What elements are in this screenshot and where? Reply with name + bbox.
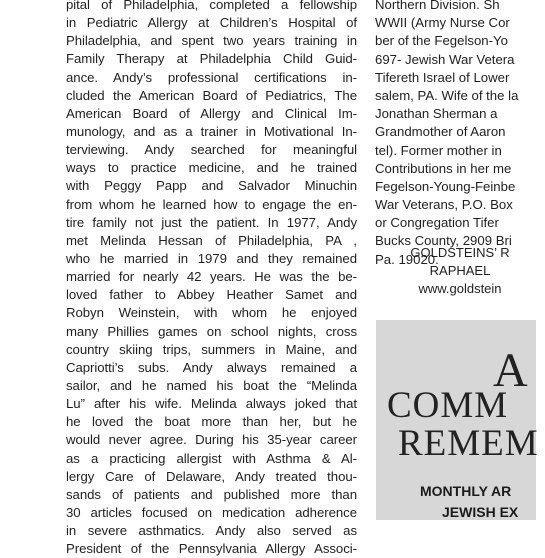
obituary-right-line: WWII (Army Nurse Cor	[375, 15, 510, 31]
obituary-left-line: in Pediatric Allergy at Children’s Hospital of	[66, 15, 357, 31]
obituary-left-line: cluded the American Board of Pediatrics, The	[66, 87, 357, 103]
obituary-right-line: or Congregation Tifer	[375, 215, 499, 231]
obituary-left-line: terviewing. Andy searched for meaningful	[66, 142, 357, 158]
obituary-left-line: ways to practice medicine, and he trained	[66, 160, 357, 176]
obituary-left-line: Philadelphia, and spent two years training in	[66, 33, 357, 49]
obituary-left-line: loved father to Abbey Heather Samet and	[66, 287, 357, 303]
obituary-left-line: tire family not just the patient. In 1977, Andy	[66, 214, 357, 230]
obituary-column-right	[375, 0, 545, 269]
obituary-left-line: President of the Pennsylvania Allergy Associ-	[66, 541, 357, 557]
obituary-left-line: American Board of Allergy and Clinical Im-	[66, 105, 357, 121]
obituary-left-line: sailor, and he named his boat the “Melinda	[66, 377, 357, 393]
ad-headline-remember: REMEM	[398, 423, 539, 464]
obituary-left-line: met Melinda Hessan of Philadelphia, PA ,	[66, 232, 357, 248]
obituary-left-line: sands of patients and published more than	[66, 486, 357, 502]
obituary-left-line: who he married in 1979 and they remained	[66, 250, 357, 266]
obituary-right-line: tel). Former mother in	[375, 142, 502, 158]
community-advertisement	[376, 320, 539, 520]
funeral-home-name: GOLDSTEINS’ R	[410, 245, 510, 260]
obituary-left-line: would never agree. During his 35-year career	[66, 432, 357, 448]
obituary-right-line: Bucks County, 2909 Bri	[375, 233, 512, 249]
ad-subline-jewish: JEWISH EX	[442, 504, 519, 520]
obituary-left-line: munology, and as a trainer in Motivational In-	[66, 123, 357, 139]
obituary-left-line: he loved the boat more than her, but he	[66, 414, 357, 430]
obituary-right-line: ber of the Fegelson-Yo	[375, 33, 508, 49]
obituary-left-line: with Peggy Papp and Salvador Minuchin	[66, 178, 357, 194]
obituary-left-line: lergy Care of Delaware, Andy treated thou-	[66, 468, 357, 484]
ad-subline-monthly: MONTHLY AR	[420, 483, 512, 499]
obituary-left-line: married for nearly 42 years. He was the be-	[66, 269, 357, 285]
ad-headline-a: A	[493, 344, 528, 397]
obituary-right-line: Grandmother of Aaron	[375, 124, 506, 140]
funeral-home-subname: RAPHAEL	[429, 263, 491, 278]
obituary-left-line: country skiing trips, summers in Maine, and	[66, 341, 357, 357]
ad-headline-community: COMM	[387, 385, 509, 426]
obituary-left-line: as a practicing allergist with Asthma & Al-	[66, 450, 357, 466]
obituary-left-line: from whom he learned how to engage the en-	[66, 196, 357, 212]
obituary-right-line: salem, PA. Wife of the la	[375, 87, 519, 103]
obituary-right-line: Jonathan Sherman a	[375, 106, 498, 122]
obituary-left-line: ance. Andy’s professional certifications in-	[66, 69, 357, 85]
obituary-right-line: Contributions in her me	[375, 160, 512, 176]
obituary-column-left	[66, 0, 357, 558]
obituary-right-line: Pa. 19020.	[375, 251, 439, 267]
obituary-left-line: in severe asthmatics. Andy also served as	[66, 523, 357, 539]
obituary-right-line: Northern Division. Sh	[375, 0, 500, 12]
obituary-left-line: pital of Philadelphia, completed a fellowship	[66, 0, 357, 12]
obituary-left-line: 30 articles focused on medication adherence	[66, 504, 357, 520]
obituary-left-line: Lu” after his wife. Melinda always joked that	[66, 396, 357, 412]
obituary-right-line: 697- Jewish War Vetera	[375, 51, 515, 67]
obituary-right-line: War Veterans, P.O. Box	[375, 197, 513, 213]
obituary-right-line: Tifereth Israel of Lower	[375, 69, 510, 85]
obituary-left-line: Family Therapy at Philadelphia Child Guid-	[66, 51, 357, 67]
obituary-left-line: Robyn Weinstein, with whom he enjoyed	[66, 305, 357, 321]
funeral-home-website: www.goldstein	[418, 281, 502, 296]
obituary-right-line: Fegelson-Young-Feinbe	[375, 178, 516, 194]
obituary-left-line: many Phillies games on school nights, cross	[66, 323, 357, 339]
obituary-left-line: Capriotti’s subs. Andy always remained a	[66, 359, 357, 375]
